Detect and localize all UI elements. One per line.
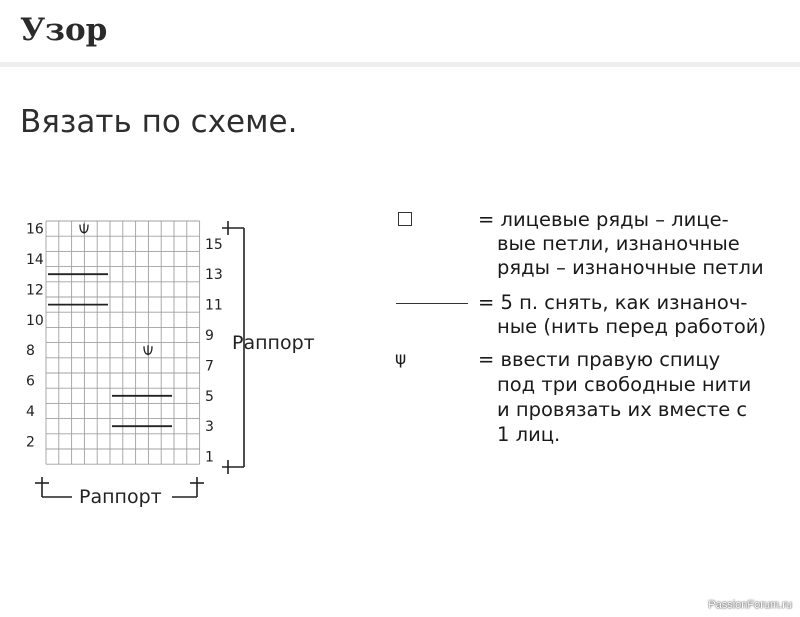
page-title: Узор bbox=[20, 12, 108, 48]
legend-gather-text-4: 1 лиц. bbox=[497, 423, 561, 446]
row-number-left: 16 bbox=[26, 221, 44, 238]
row-number-right: 11 bbox=[205, 297, 223, 314]
legend-square-icon bbox=[398, 212, 412, 226]
row-number-right: 3 bbox=[205, 419, 214, 436]
row-number-left: 2 bbox=[26, 434, 35, 451]
row-number-right: 9 bbox=[205, 328, 214, 344]
legend-gather-text-1: = ввести правую спицу bbox=[478, 348, 721, 371]
watermark: PassionForum.ru bbox=[708, 599, 792, 611]
legend-gather-icon: ψ bbox=[395, 349, 407, 369]
row-number-left: 8 bbox=[26, 343, 35, 360]
row-number-left: 12 bbox=[26, 282, 44, 299]
repeat-label-vertical: Раппорт bbox=[232, 332, 315, 354]
row-number-left: 14 bbox=[26, 252, 44, 268]
row-number-right: 1 bbox=[205, 449, 214, 466]
legend-gather-text-2: под три свободные нити bbox=[497, 373, 752, 396]
legend-line-text-2: ные (нить перед работой) bbox=[497, 315, 767, 338]
legend-square-text-1: = лицевые ряды – лице- bbox=[478, 208, 729, 231]
row-number-right: 5 bbox=[205, 388, 214, 405]
instruction-text: Вязать по схеме. bbox=[20, 104, 298, 140]
row-number-right: 13 bbox=[205, 267, 223, 284]
row-number-right: 7 bbox=[205, 358, 214, 375]
row-number-right: 15 bbox=[205, 236, 223, 253]
header-bar bbox=[0, 0, 800, 67]
row-number-left: 6 bbox=[26, 373, 35, 390]
row-number-left: 10 bbox=[26, 312, 44, 329]
gather-stitch-symbol bbox=[80, 224, 88, 234]
gather-stitch-symbol bbox=[144, 345, 152, 355]
legend-gather-text-3: и провязать их вместе с bbox=[497, 398, 748, 421]
legend-square-text-3: ряды – изнаночные петли bbox=[497, 256, 764, 279]
row-number-left: 4 bbox=[26, 404, 35, 420]
legend-square-text-2: вые петли, изнаночные bbox=[497, 232, 740, 255]
legend-slip-line-icon bbox=[396, 303, 468, 304]
repeat-label-horizontal: Раппорт bbox=[79, 486, 162, 508]
legend-line-text-1: = 5 п. снять, как изнаноч- bbox=[478, 291, 748, 314]
knitting-chart bbox=[0, 205, 340, 525]
